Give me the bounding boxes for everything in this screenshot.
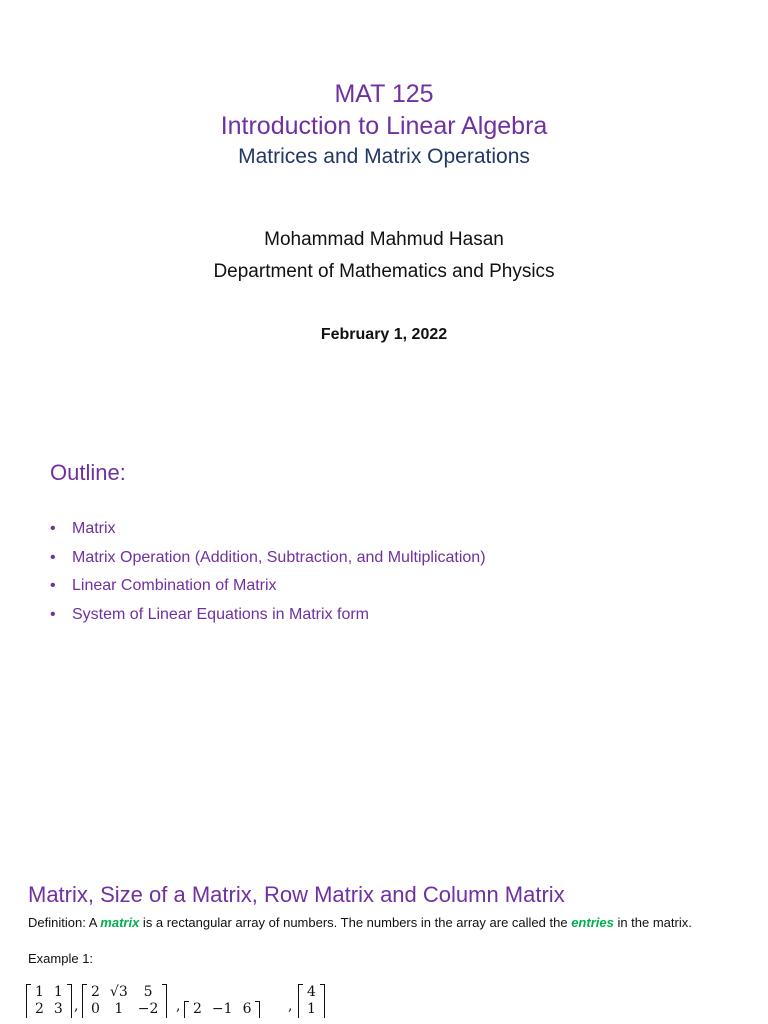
outline-slide (0, 432, 768, 864)
matrix-slide-title: Matrix, Size of a Matrix, Row Matrix and Column Matrix (28, 882, 565, 907)
matrix-b (82, 984, 167, 1018)
matrix-entry: 1 (53, 984, 63, 1000)
title-slide (0, 0, 768, 432)
definition-text: Definition: A (28, 915, 101, 930)
separator-comma: , (176, 998, 181, 1014)
matrix-entry: −1 (211, 1001, 233, 1017)
separator-comma: , (288, 998, 293, 1014)
matrix-entry: 2 (35, 1001, 44, 1017)
matrix-entry: 2 (91, 984, 100, 1000)
outline-item-label: Linear Combination of Matrix (72, 577, 277, 594)
matrix-entry: 5 (143, 984, 153, 1000)
matrix-entry: 1 (35, 984, 44, 1000)
department-name: Department of Mathematics and Physics (213, 261, 555, 282)
term-entries: entries (571, 915, 614, 930)
matrix-entry: 0 (91, 1001, 100, 1017)
row-matrix (184, 1001, 260, 1018)
bullet-icon: • (50, 577, 56, 594)
matrix-entry: 1 (114, 1001, 124, 1017)
definition-text: is a rectangular array of numbers. The numbers in the array are called the (139, 915, 572, 930)
outline-item-label: Matrix Operation (Addition, Subtraction, and Multiplication) (72, 548, 486, 566)
outline-item-label: System of Linear Equations in Matrix form (72, 605, 370, 623)
example-label: Example 1: (28, 951, 94, 966)
matrix-entry: 6 (242, 1001, 252, 1017)
lecture-date: February 1, 2022 (320, 326, 448, 343)
matrix-a (26, 984, 72, 1018)
matrix-entry: 4 (307, 984, 316, 1000)
bullet-icon: • (50, 605, 56, 623)
matrix-entry: 1 (307, 1001, 316, 1017)
definition-text: in the matrix. (613, 915, 692, 930)
matrix-entry: 2 (193, 1001, 202, 1017)
matrix-entry: 3 (53, 1001, 63, 1017)
matrix-entry: −2 (137, 1001, 159, 1017)
course-code: MAT 125 (334, 80, 434, 108)
author-name: Mohammad Mahmud Hasan (264, 229, 504, 250)
course-title: Introduction to Linear Algebra (220, 112, 548, 140)
separator-comma: , (74, 998, 79, 1014)
outline-heading: Outline: (50, 460, 126, 485)
matrix-entry: √3 (109, 984, 128, 1000)
outline-item-matrix-operation (50, 547, 486, 576)
lecture-topic: Matrices and Matrix Operations (238, 145, 530, 168)
term-matrix: matrix (100, 915, 140, 930)
matrix-slide (0, 850, 768, 1024)
outline-item-label: Matrix (72, 520, 116, 537)
bullet-icon: • (50, 548, 56, 566)
outline-list (50, 518, 486, 632)
matrix-definition (28, 916, 740, 929)
column-matrix (298, 984, 325, 1018)
outline-item-linear-combination (50, 575, 486, 604)
outline-item-matrix (50, 518, 486, 547)
bullet-icon: • (50, 520, 56, 537)
outline-item-system-of-equations (50, 604, 486, 633)
